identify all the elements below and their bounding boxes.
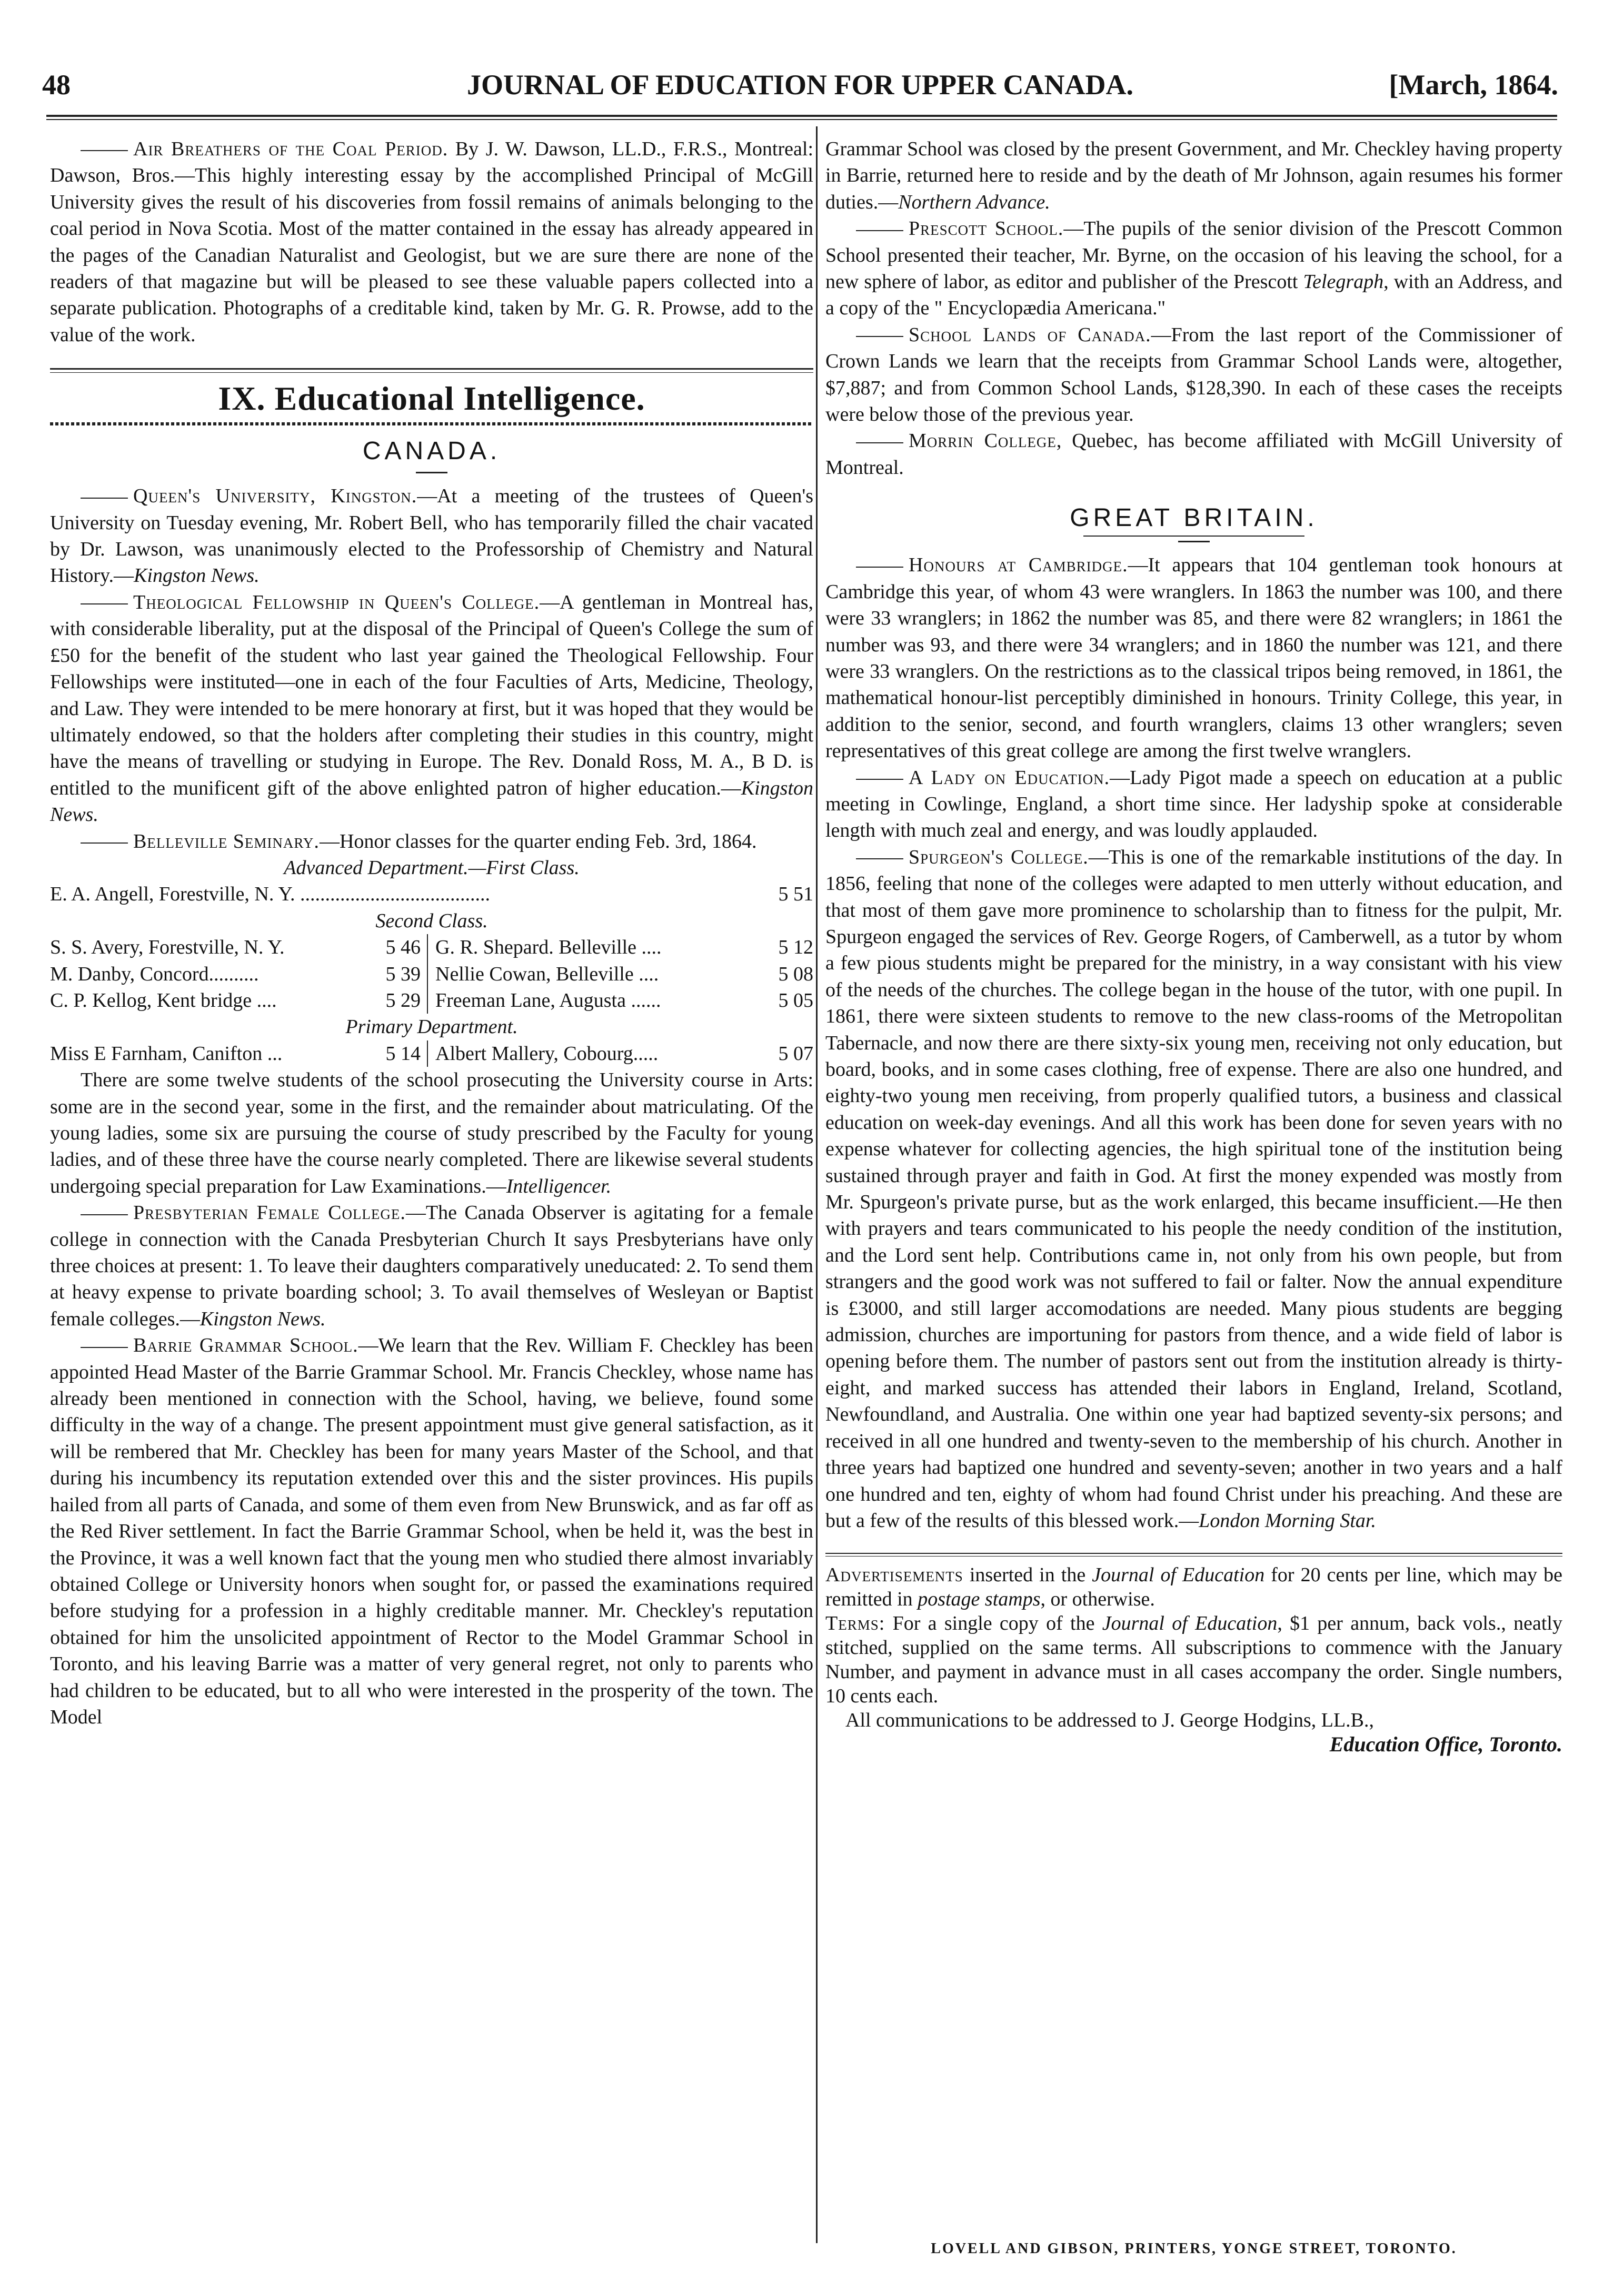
dash-rule	[81, 1214, 128, 1215]
article-title: Morrin College,	[909, 430, 1062, 452]
belleville-paragraph: There are some twelve students of the school prosecuting the University course in Arts: some are in the second year, some in the first, and the remainder about matriculating. Of the young ladies, some six are pursuing the course of study prescribed by the Faculty for young ladies, and of these three have the course nearly completed. There are likewise several students undergoing special preparation for Law Examinations.—Intelligencer.	[50, 1069, 813, 1197]
advertisements-notice: Advertisements inserted in the Journal of Education for 20 cents per line, which may be remitted in postage stamps, or otherwise.	[825, 1564, 1563, 1611]
article-lady	[825, 765, 1562, 844]
journal-title: JOURNAL OF EDUCATION FOR UPPER CANADA.	[467, 69, 1133, 101]
issue-date: [March, 1864.	[1389, 69, 1558, 101]
dash-rule	[856, 779, 903, 780]
article-title: School Lands of Canada.	[909, 323, 1151, 346]
terms-notice: Terms: For a single copy of the Journal of Education, $1 per annum, back vols., neatly stitched, supplied on the same terms. All subscriptions to commence with the January Number, and payment in advance must in all cases accompany the order. Single numbers, 10 cents each.	[825, 1612, 1562, 1708]
column-divider	[816, 126, 818, 2243]
dash-rule	[856, 230, 903, 231]
first-class-row	[50, 881, 813, 907]
article-title: Air Breathers of the Coal Period.	[133, 138, 449, 160]
article-body: Quebec, has become affiliated with McGill University of Montreal.	[825, 430, 1562, 479]
article-title: Barrie Grammar School.	[133, 1334, 358, 1357]
notice-rule-thin	[825, 1556, 1562, 1557]
table-cell: C. P. Kellog, Kent bridge .... 5 29	[50, 987, 428, 1014]
page-number: 48	[42, 69, 71, 101]
table-cell: M. Danby, Concord.......... 5 39	[50, 961, 428, 987]
article-source: Kingston News.	[134, 564, 260, 587]
article-theological	[50, 589, 813, 828]
article-source: Kingston News.	[50, 777, 813, 826]
article-body: —Lady Pigot made a speech on education at a public meeting in Cowlinge, England, a short time since. Her ladyship spoke at considerable length with much zeal and energy, and was loudly applauded.	[825, 766, 1562, 842]
section-rule-thin	[50, 372, 813, 373]
heading-rule	[416, 472, 447, 473]
article-prescott: Prescott School.—The pupils of the senior division of the Prescott Common School presented their teacher, Mr. Byrne, on the occasion of his leaving the school, for a new sphere of labor, as editor and publisher of the Prescott Telegraph, with an Address, and a copy of the " Encyclopædia Americana."	[825, 217, 1563, 320]
section-wavy-rule	[50, 422, 813, 425]
article-title: Queen's University, Kingston.	[133, 485, 417, 508]
article-body: —The Canada Observer is agitating for a female college in connection with the Canada Presbyterian Church It says Presbyterians have only three choices at present: 1. To leave their daughters comparatively uneducated: 2. To send them at heavy expense to private boarding school; 3. To avail themselves of Wesleyan or Baptist female colleges.—	[50, 1202, 813, 1330]
student-name: E. A. Angell, Forestville, N. Y. ......................................	[50, 883, 490, 906]
primary-heading: Primary Department.	[345, 1016, 518, 1038]
dash-rule	[81, 498, 128, 499]
dash-rule	[856, 442, 903, 443]
dash-rule	[856, 336, 903, 337]
heading-rule	[1083, 536, 1304, 537]
heading-rule-short	[1178, 541, 1210, 542]
dash-rule	[81, 150, 128, 151]
right-column	[825, 136, 1562, 1757]
article-body: —Honor classes for the quarter ending Feb. 3rd, 1864.	[319, 830, 757, 852]
second-class-heading: Second Class.	[375, 909, 488, 932]
article-body: —At a meeting of the trustees of Queen's University on Tuesday evening, Mr. Robert Bell, who has temporarily filled the chair vacated by Dr. Lawson, was unanimously elected to the Professorship of Chemistry and Natural History.—	[50, 485, 813, 587]
table-cell: G. R. Shepard. Belleville .... 5 12	[435, 936, 813, 959]
article-title: A Lady on Education.	[909, 766, 1110, 789]
article-body: —From the last report of the Commissioner of Crown Lands we learn that the receipts from Grammar School Lands were, altogether, $7,887; and from Common School Lands, $128,390. In each of these cases the receipts were below those of the previous year.	[825, 323, 1562, 426]
header-rule	[46, 115, 1557, 117]
article-title: Belleville Seminary.	[133, 830, 320, 852]
dash-rule	[856, 567, 903, 568]
communications-notice: All communications to be addressed to J. George Hodgins, LL.B.,	[845, 1709, 1374, 1732]
dash-rule	[856, 858, 903, 859]
left-column	[50, 136, 813, 1730]
dash-rule	[81, 1347, 128, 1348]
article-body: By J. W. Dawson, LL.D., F.R.S., Montreal: Dawson, Bros.—This highly interesting essay by the accomplished Principal of McGill University gives the result of his discoveries from fossil remains of animals belonging to the coal period in Nova Scotia. Most of the matter contained in the essay has already appeared in the pages of the Canadian Naturalist and Geologist, but we are sure there are none of the readers of that magazine but will be pleased to see these valuable papers collected into a separate publication. Photographs of a creditable kind, taken by Mr. G. R. Prowse, add to the value of the work.	[50, 138, 813, 346]
table-cell: Miss E Farnham, Canifton ... 5 14	[50, 1040, 428, 1067]
office-signature: Education Office, Toronto.	[1329, 1732, 1562, 1757]
table-cell: Freeman Lane, Augusta ...... 5 05	[435, 989, 813, 1012]
article-spurgeon	[825, 844, 1562, 1534]
article-barrie	[50, 1332, 813, 1730]
article-barrie-continued: Grammar School was closed by the present Government, and Mr. Checkley having property in Barrie, returned here to reside and by the death of Mr Johnson, again resumes his former duties.—Northern Advance.	[825, 138, 1562, 213]
country-heading: GREAT BRITAIN.	[1070, 504, 1318, 532]
article-body: —A gentleman in Montreal has, with considerable liberality, put at the disposal of the Principal of Queen's College the sum of £50 for the benefit of the student who last year gained the Theological Fellowship. Four Fellowships were instituted—one in each of the four Faculties of Arts, Medicine, Theology, and Law. They were intended to be mere honorary at first, but it was hoped that they would be ultimately endowed, so that the holders after completing their studies in this country, might have the means of travelling or studying in Europe. The Rev. Donald Ross, M. A., B D. is entitled to the munificent gift of the above enlighted patron of higher education.—	[50, 591, 814, 799]
article-title: Prescott School.	[909, 217, 1064, 240]
article-title: Spurgeon's College.	[909, 846, 1089, 868]
section-title: IX. Educational Intelligence.	[218, 380, 645, 418]
advanced-heading: Advanced Department.—First Class.	[284, 856, 580, 879]
article-presbyterian	[50, 1200, 813, 1332]
second-class-table	[50, 934, 813, 1014]
article-title: Honours at Cambridge.	[909, 554, 1128, 577]
article-morrin	[825, 428, 1562, 481]
article-honours	[825, 552, 1562, 764]
student-score: 5 51	[778, 883, 813, 906]
page-header	[42, 68, 1558, 111]
article-body: —It appears that 104 gentleman took honours at Cambridge this year, of whom 43 were wranglers. In 1863 the number was 100, and there were 33 wranglers; in 1862 the number was 85, and there were 82 wranglers; in 1861 the number was 93, and there were 34 wranglers; and in 1860 the number was 121, and there were 33 wranglers. On the restrictions as to the classical tripos being removed, in 1861, the mathematical honour-list perceptibly diminished in honours. Trinity College, this year, in addition to the senior, second, and fourth wranglers, claims 13 other wranglers; seven representatives of this great college are among the first twelve wranglers.	[825, 554, 1562, 762]
printer-imprint: LOVELL AND GIBSON, PRINTERS, YONGE STREET, TORONTO.	[931, 2241, 1457, 2257]
dash-rule	[81, 842, 128, 844]
article-school-lands	[825, 322, 1562, 428]
dash-rule	[81, 603, 128, 604]
article-belleville	[50, 828, 813, 855]
article-source: Northern Advance.	[898, 191, 1050, 213]
header-rule-thin	[46, 119, 1557, 120]
article-title: Theological Fellowship in Queen's College.	[133, 591, 540, 613]
article-air-breathers	[50, 136, 813, 348]
section-rule	[50, 368, 813, 370]
article-body: —This is one of the remarkable institutions of the day. In 1856, feeling that none of the colleges were adapted to men utterly without education, and that most of them gave more prominence to scholarship than to fitness for the pulpit, Mr. Spurgeon engaged the services of Rev. George Rogers, of Camberwell, as a tutor by whom a few pious students might be prepared for the ministry, in a way consistant with his view of the needs of the churches. The college began in the house of the tutor, with one pupil. In 1861, there were sixteen students to remove to the new class-rooms of the Metropolitan Tabernacle, and now there are there sixty-six young men, receiving not only education, but board, books, and in some cases clothing, free of expense. There are also one hundred, and eighty-two young men receiving, from properly qualified tutors, a business and classical education on week-day evenings. And all this work has been done for seven years with no expense whatever for collecting agencies, the high spiritual tone of the institution being sustained through prayer and faith in God. At first the money expended was mostly from Mr. Spurgeon's private purse, but as the work enlarged, this became insufficient.—He then with prayers and tears communicated to his people the needy condition of the institution, and the Lord sent help. Contributions came in, not only from his own people, but from strangers and the good work was not suffered to fail or falter. Now the annual expenditure is £3000, and still larger accomodations are needed. Many pious students are begging admission, churches are importuning for pastors from thence, and a wide field of labor is opening before them. The number of pastors sent out from the institution already is thirty-eight, and marked success has attended their labors in England, Ireland, Scotland, Newfoundland, and Australia. One within one year had baptized seventy-six persons; and received in all one hundred and twenty-seven to the membership of his church. Another in three years had baptized one hundred and seventy-seven; another in two years and a half one hundred and ten, eighty of whom had found Christ under his preaching. And these are but a few of the results of this blessed work.—	[825, 846, 1562, 1532]
article-queens	[50, 483, 813, 589]
article-title: Presbyterian Female College.	[133, 1202, 406, 1224]
subscription-notice	[825, 1563, 1562, 1757]
article-source: London Morning Star.	[1199, 1509, 1376, 1532]
table-cell: Nellie Cowan, Belleville .... 5 08	[435, 963, 813, 985]
article-source: Kingston News.	[200, 1307, 326, 1330]
country-heading: CANADA.	[362, 437, 501, 465]
primary-table	[50, 1040, 813, 1067]
notice-rule	[825, 1553, 1562, 1554]
table-cell: Albert Mallery, Cobourg..... 5 07	[435, 1042, 813, 1065]
article-source: Intelligencer.	[506, 1175, 612, 1197]
table-cell: S. S. Avery, Forestville, N. Y. 5 46	[50, 934, 428, 960]
article-body: —We learn that the Rev. William F. Checkley has been appointed Head Master of the Barrie Grammar School. Mr. Francis Checkley, whose name has already been mentioned in connection with the School, having, we believe, found some difficulty in the way of a change. The present appointment must give general satisfaction, as it will be rembered that Mr. Checkley has been for many years Master of the School, and that during his incumbency its reputation extended over this and the sister provinces. His pupils hailed from all parts of Canada, and some of them even from New Brunswick, and as far off as the Red River settlement. In fact the Barrie Grammar School, when be held it, was the best in the Province, it was a well known fact that the young men who studied there almost invariably obtained College or University honors when sought for, or passed the examinations required before studying for a profession in a highly creditable manner. Mr. Checkley's reputation obtained for him the unsolicited appointment of Rector to the Model Grammar School in Toronto, and his leaving Barrie was a matter of very general regret, not only to parents who had children to be educated, but to all who were interested in the prosperity of the town. The Model	[50, 1334, 813, 1728]
